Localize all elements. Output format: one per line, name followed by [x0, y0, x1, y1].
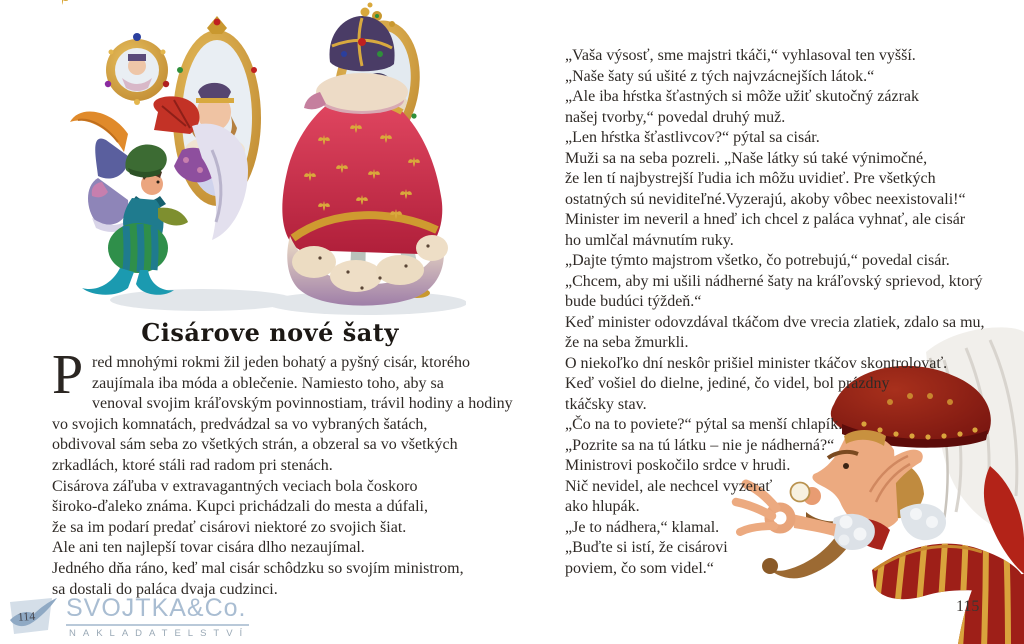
small-round-mirror — [105, 33, 169, 105]
text-line: red mnohými rokmi žil jeden bohatý a pyšný cisár, ktorého — [92, 354, 470, 371]
text-line: O niekoľko dní neskôr prišiel minister tkáčov skontrolovať. — [565, 354, 948, 372]
text-line: našej tvorby,“ povedal druhý muž. — [565, 108, 786, 126]
text-line: ho umlčal mávnutím ruky. — [565, 231, 734, 249]
text-line: ako hlupák. — [565, 498, 640, 515]
text-line: Nič nevidel, ale nechcel vyzerať — [565, 477, 773, 495]
text-line: bude budúci týždeň.“ — [565, 293, 702, 310]
text-line: venoval svojim kráľovským povinnostiam, trávil hodiny a hodiny — [92, 395, 513, 413]
text-line: „Naše šaty sú ušité z tých najvzácnejších látok.“ — [565, 67, 875, 85]
story-title: Cisárove nové šaty — [141, 318, 399, 347]
text-line: že len tí najbystrejší ľudia ich môžu uvidieť. Pre všetkých — [565, 170, 936, 187]
text-line: „Buďte si istí, že cisárovi — [565, 539, 728, 556]
text-line: „Vaša výsosť, sme majstri tkáči,“ vyhlasoval ten vyšší. — [565, 47, 916, 64]
text-line: „Pozrite sa na tú látku – nie je nádherná?“ — [565, 436, 835, 454]
text-line: že sa im podarí predať cisárovi niektoré zo svojich šiat. — [52, 518, 407, 536]
publisher-name: SVOJTKA&Co. — [66, 594, 249, 626]
text-line: obdivoval sám seba zo všetkých strán, a obzeral sa vo všetkých — [52, 436, 458, 454]
text-line: Muži sa na seba pozreli. „Naše látky sú také výnimočné, — [565, 149, 928, 167]
text-line: tkáčsky stav. — [565, 395, 647, 413]
text-line: „Len hŕstka šťastlivcov?“ pýtal sa cisár. — [565, 129, 820, 146]
left-page-body-text — [52, 344, 513, 600]
text-line: „Čo na to poviete?“ pýtal sa menší chlapík. — [565, 416, 843, 433]
page-number-right: 115 — [956, 598, 980, 615]
text-line: „Je to nádhera,“ klamal. — [565, 518, 720, 536]
left-page-lines — [52, 344, 513, 600]
text-line: široko-ďaleko známa. Kupci prichádzali do mesta a dúfali, — [52, 498, 428, 516]
text-line: sa dostali do paláca dvaja cudzinci. — [52, 580, 278, 598]
drop-cap: P — [52, 344, 84, 406]
text-line: poviem, čo som videl.“ — [565, 559, 714, 577]
text-line: Keď vošiel do dielne, jediné, čo videl, bol prázdny — [565, 375, 890, 392]
text-line: ostatných sú neviditeľné.Vyzerajú, akoby vôbec neexistovali!“ — [565, 190, 966, 208]
text-line: Jedného dňa ráno, keď mal cisár schôdzku so svojím ministrom, — [52, 559, 464, 577]
text-line: „Dajte týmto majstrom všetko, čo potrebujú,“ povedal cisár. — [565, 252, 950, 269]
text-line: že na seba žmurkli. — [565, 334, 689, 351]
text-line: „Ale iba hŕstka šťastných si môže užiť skutočný zázrak — [565, 88, 919, 105]
page-number-left: 114 — [17, 608, 36, 624]
emperor-mirrors-illustration — [62, 0, 466, 322]
publisher-subtitle: NAKLADATELSTVÍ — [69, 628, 250, 639]
logo-swoosh-icon — [8, 594, 58, 638]
text-line: vo svojich komnatách, predvádzal sa vo vybraných šatách, — [52, 415, 428, 433]
text-line: zaujímala iba móda a oblečenie. Namiesto toho, aby sa — [92, 374, 444, 392]
text-line: Minister im neveril a hneď ich chcel z paláca vyhnať, ale cisár — [565, 211, 966, 228]
publisher-logo — [8, 594, 249, 639]
text-line: Cisárova záľuba v extravagantných veciach bola čoskoro — [52, 477, 418, 495]
text-line: Ale ani ten najlepší tovar cisára dlho nezaujímal. — [52, 539, 365, 557]
text-line: „Chcem, aby mi ušili nádherné šaty na kráľovský sprievod, ktorý — [565, 272, 983, 290]
text-line: Ministrovi poskočilo srdce v hrudi. — [565, 457, 791, 474]
text-line: Keď minister odovzdával tkáčom dve vrecia zlatiek, zdalo sa mu, — [565, 313, 985, 331]
right-page-lines — [565, 46, 1015, 579]
right-page-body-text — [565, 46, 1015, 579]
text-line: zrkadlách, ktoré stáli rad radom pri stenách. — [52, 456, 333, 474]
ground-shadow — [110, 289, 294, 311]
